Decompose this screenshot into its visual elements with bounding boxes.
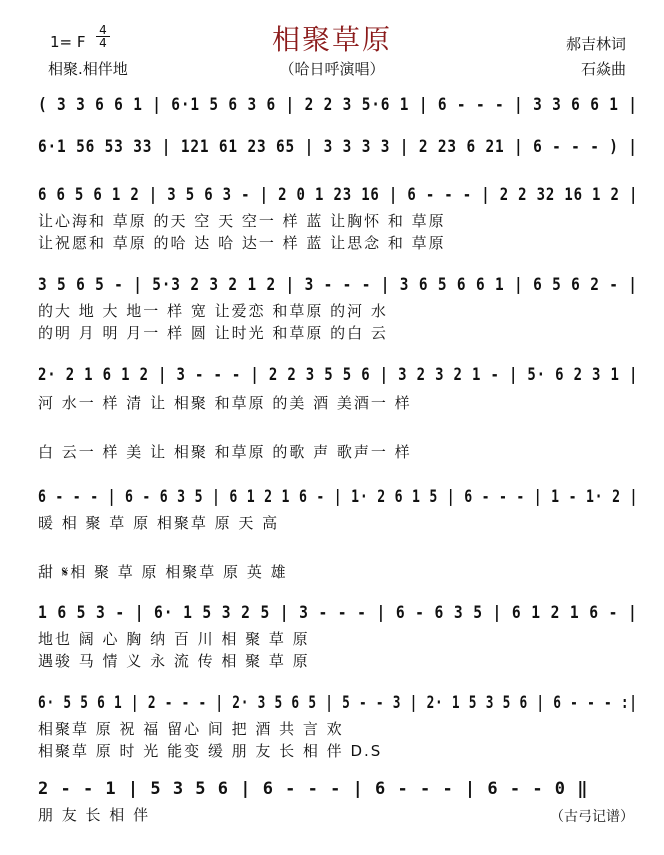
score-line-9 <box>28 776 640 802</box>
lyrics-verse-1: 让心海和 草原 的天 空 天 空一 样 蓝 让胸怀 和 草原 <box>38 212 446 230</box>
score-line-5 <box>28 362 640 388</box>
notation-line: 2· 2 1 6 1 2 | 3 - - - | 2 2 3 5 5 6 | 3 2 3 2 1 - | 5· 6 2 3 1 | <box>38 365 639 385</box>
lyrics-verse-1: 地也 阔 心 胸 纳 百 川 相 聚 草 原 <box>38 630 310 648</box>
lyricist-credit: 郝吉林词 <box>565 35 626 53</box>
lyrics-verse-1: 的大 地 大 地一 样 宽 让爱恋 和草原 的河 水 <box>38 302 388 320</box>
notation-line: 6 6 5 6 1 2 | 3 5 6 3 - | 2 0 1 23 16 | 6 - - - | 2 2 32 16 1 2 | <box>38 185 639 205</box>
notation-line: ( 3 3 6 6 1 | 6·1 5 6 3 6 | 2 2 3 5·6 1 | 6 - - - | 3 3 6 6 1 | <box>38 95 638 115</box>
lyrics-verse-2: 遇骏 马 情 义 永 流 传 相 聚 草 原 <box>38 652 310 670</box>
subtitle: 相聚.相伴地 <box>48 60 128 78</box>
lyrics-verse-2: 相聚草 原 时 光 能变 缓 朋 友 长 相 伴 D.S <box>38 742 383 760</box>
song-title: 相聚草原 <box>271 23 392 56</box>
notation-line: 1 6 5 3 - | 6· 1 5 3 2 5 | 3 - - - | 6 - 6 3 5 | 6 1 2 1 6 - | <box>38 603 638 623</box>
notation-line: 6 - - - | 6 - 6 3 5 | 6 1 2 1 6 - | 1· 2 6 1 5 | 6 - - - | 1 - 1· 2 | <box>38 487 639 507</box>
time-denominator: 4 <box>99 36 107 50</box>
composer-credit: 石焱曲 <box>580 60 626 78</box>
lyrics-verse-1: 河 水一 样 清 让 相聚 和草原 的美 酒 美酒一 样 <box>38 394 412 412</box>
score-line-6 <box>28 484 640 510</box>
notation-line: 2 - - 1 | 5 3 5 6 | 6 - - - | 6 - - - | 6 - - 0 ‖ <box>38 779 589 799</box>
time-numerator: 4 <box>99 23 107 37</box>
singer-credit: （哈日呼演唱） <box>279 60 385 78</box>
lyrics-verse-2: 的明 月 明 月一 样 圆 让时光 和草原 的白 云 <box>38 324 388 342</box>
score-line-7 <box>28 600 640 626</box>
score-line-3 <box>28 182 640 208</box>
score-line-4 <box>28 272 640 298</box>
lyrics-verse-1: 暖 相 聚 草 原 相聚草 原 天 高 <box>38 514 280 532</box>
lyrics-verse-2: 甜 𝄋相 聚 草 原 相聚草 原 英 雄 <box>38 563 288 581</box>
key-signature: 1= F <box>50 33 86 51</box>
time-signature <box>96 24 110 49</box>
lyrics-verse-2: 白 云一 样 美 让 相聚 和草原 的歌 声 歌声一 样 <box>38 443 412 461</box>
score-line-1 <box>28 92 640 118</box>
notation-line: 6· 5 5 6 1 | 2 - - - | 2· 3 5 6 5 | 5 - - 3 | 2· 1 5 3 5 6 | 6 - - - :| <box>38 693 638 713</box>
lyrics-verse-2: 让祝愿和 草原 的哈 达 哈 达一 样 蓝 让思念 和 草原 <box>38 234 446 252</box>
lyrics-verse-1: 朋 友 长 相 伴 <box>38 806 151 824</box>
score-line-2 <box>28 134 640 160</box>
transcriber-credit: （古弓记谱） <box>550 809 634 825</box>
notation-line: 6·1 56 53 33 | 121 61 23 65 | 3 3 3 3 | 2 23 6 21 | 6 - - - ) | <box>38 137 638 157</box>
notation-line: 3 5 6 5 - | 5·3 2 3 2 1 2 | 3 - - - | 3 6 5 6 6 1 | 6 5 6 2 - | <box>38 275 638 295</box>
lyrics-verse-1: 相聚草 原 祝 福 留心 间 把 酒 共 言 欢 <box>38 720 344 738</box>
score-line-8 <box>28 690 640 716</box>
